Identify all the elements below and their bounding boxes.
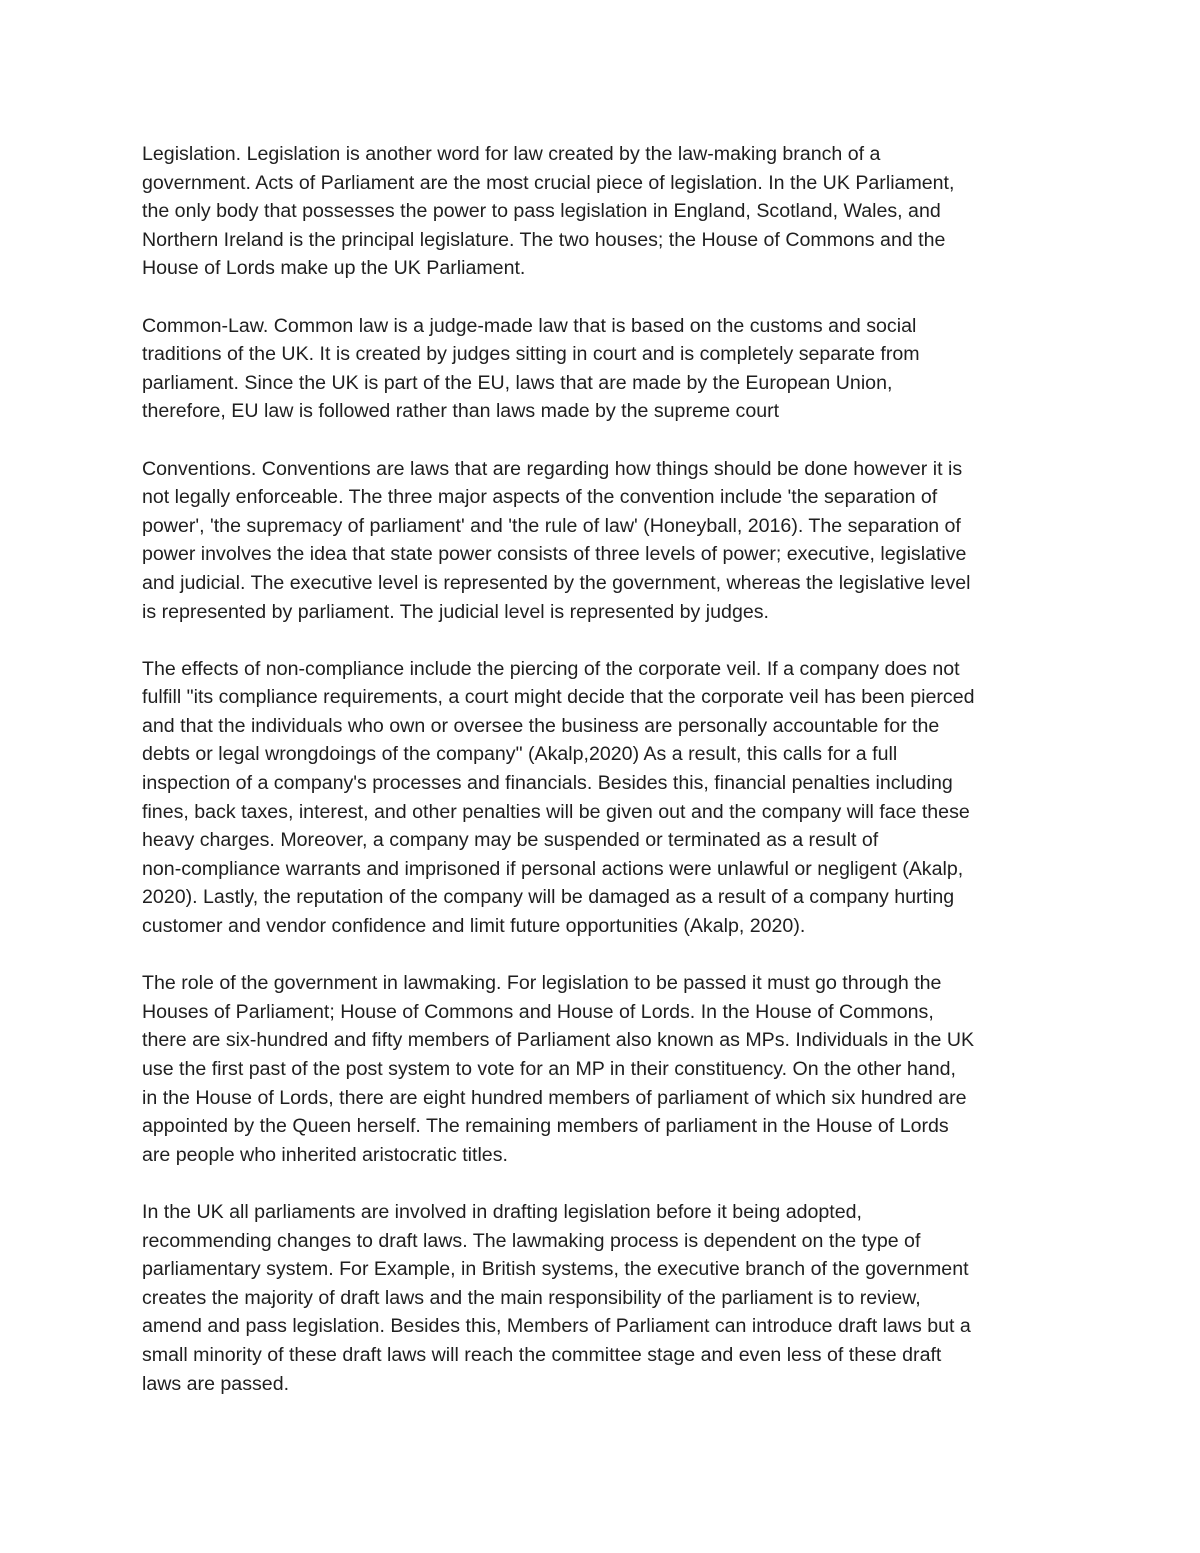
text-line: laws are passed.: [142, 1372, 290, 1395]
text-line: and that the individuals who own or oversee the business are personally accountable for the: [142, 714, 940, 737]
text-line: creates the majority of draft laws and the main responsibility of the parliament is to review,: [142, 1286, 921, 1309]
text-line: fines, back taxes, interest, and other penalties will be given out and the company will face these: [142, 800, 970, 823]
text-line: power involves the idea that state power consists of three levels of power; executive, legislative: [142, 543, 967, 566]
text-line: fulfill "its compliance requirements, a court might decide that the corporate veil has been pierced: [142, 686, 975, 709]
text-line: Northern Ireland is the principal legislature. The two houses; the House of Commons and the: [142, 228, 946, 251]
text-line: non-compliance warrants and imprisoned if personal actions were unlawful or negligent (Akalp,: [142, 857, 964, 880]
text-line: traditions of the UK. It is created by judges sitting in court and is completely separate from: [142, 343, 920, 366]
text-line: and judicial. The executive level is represented by the government, whereas the legislative level: [142, 571, 971, 594]
text-line: government. Acts of Parliament are the most crucial piece of legislation. In the UK Parliament,: [142, 171, 955, 194]
text-line: Common-Law. Common law is a judge-made law that is based on the customs and social: [142, 314, 917, 337]
text-line: there are six-hundred and fifty members of Parliament also known as MPs. Individuals in the UK: [142, 1029, 975, 1052]
text-line: Legislation. Legislation is another word for law created by the law-making branch of a: [142, 143, 881, 165]
text-line: parliament. Since the UK is part of the EU, laws that are made by the European Union,: [142, 371, 893, 394]
text-line: debts or legal wrongdoings of the company" (Akalp,2020) As a result, this calls for a full: [142, 743, 898, 766]
text-line: the only body that possesses the power to pass legislation in England, Scotland, Wales, and: [142, 200, 941, 223]
paragraph-non-compliance: [142, 655, 1072, 941]
text-line: small minority of these draft laws will reach the committee stage and even less of these draft: [142, 1343, 942, 1366]
text-line: power', 'the supremacy of parliament' and 'the rule of law' (Honeyball, 2016). The separation of: [142, 514, 961, 537]
text-line: recommending changes to draft laws. The lawmaking process is dependent on the type of: [142, 1229, 921, 1252]
text-line: The role of the government in lawmaking. For legislation to be passed it must go through the: [142, 972, 942, 995]
text-line: appointed by the Queen herself. The remaining members of parliament in the House of Lords: [142, 1115, 949, 1138]
paragraph-government-role: [142, 969, 1072, 1169]
text-line: 2020). Lastly, the reputation of the company will be damaged as a result of a company hurting: [142, 886, 955, 909]
text-line: In the UK all parliaments are involved in drafting legislation before it being adopted,: [142, 1200, 862, 1223]
text-line: use the first past of the post system to vote for an MP in their constituency. On the other hand,: [142, 1058, 956, 1080]
text-line: are people who inherited aristocratic titles.: [142, 1143, 508, 1166]
paragraph-conventions: [142, 455, 1072, 627]
text-line: Houses of Parliament; House of Commons and House of Lords. In the House of Commons,: [142, 1000, 934, 1023]
text-line: is represented by parliament. The judicial level is represented by judges.: [142, 600, 769, 623]
text-line: heavy charges. Moreover, a company may be suspended or terminated as a result of: [142, 829, 879, 852]
text-line: therefore, EU law is followed rather than laws made by the supreme court: [142, 400, 780, 423]
text-line: House of Lords make up the UK Parliament.: [142, 257, 526, 280]
text-line: Conventions. Conventions are laws that are regarding how things should be done however it is: [142, 457, 963, 480]
paragraph-common-law: [142, 312, 1072, 426]
text-line: The effects of non-compliance include the piercing of the corporate veil. If a company does not: [142, 657, 960, 680]
text-line: in the House of Lords, there are eight hundred members of parliament of which six hundred are: [142, 1086, 967, 1109]
text-line: parliamentary system. For Example, in British systems, the executive branch of the government: [142, 1258, 969, 1281]
paragraph-legislation: [142, 140, 1072, 283]
document-body: [142, 140, 1072, 1427]
paragraph-drafting-legislation: [142, 1198, 1072, 1398]
text-line: customer and vendor confidence and limit future opportunities (Akalp, 2020).: [142, 915, 806, 938]
text-line: inspection of a company's processes and financials. Besides this, financial penalties including: [142, 772, 953, 795]
text-line: not legally enforceable. The three major aspects of the convention include 'the separation of: [142, 486, 938, 509]
text-line: amend and pass legislation. Besides this, Members of Parliament can introduce draft laws but a: [142, 1315, 971, 1338]
